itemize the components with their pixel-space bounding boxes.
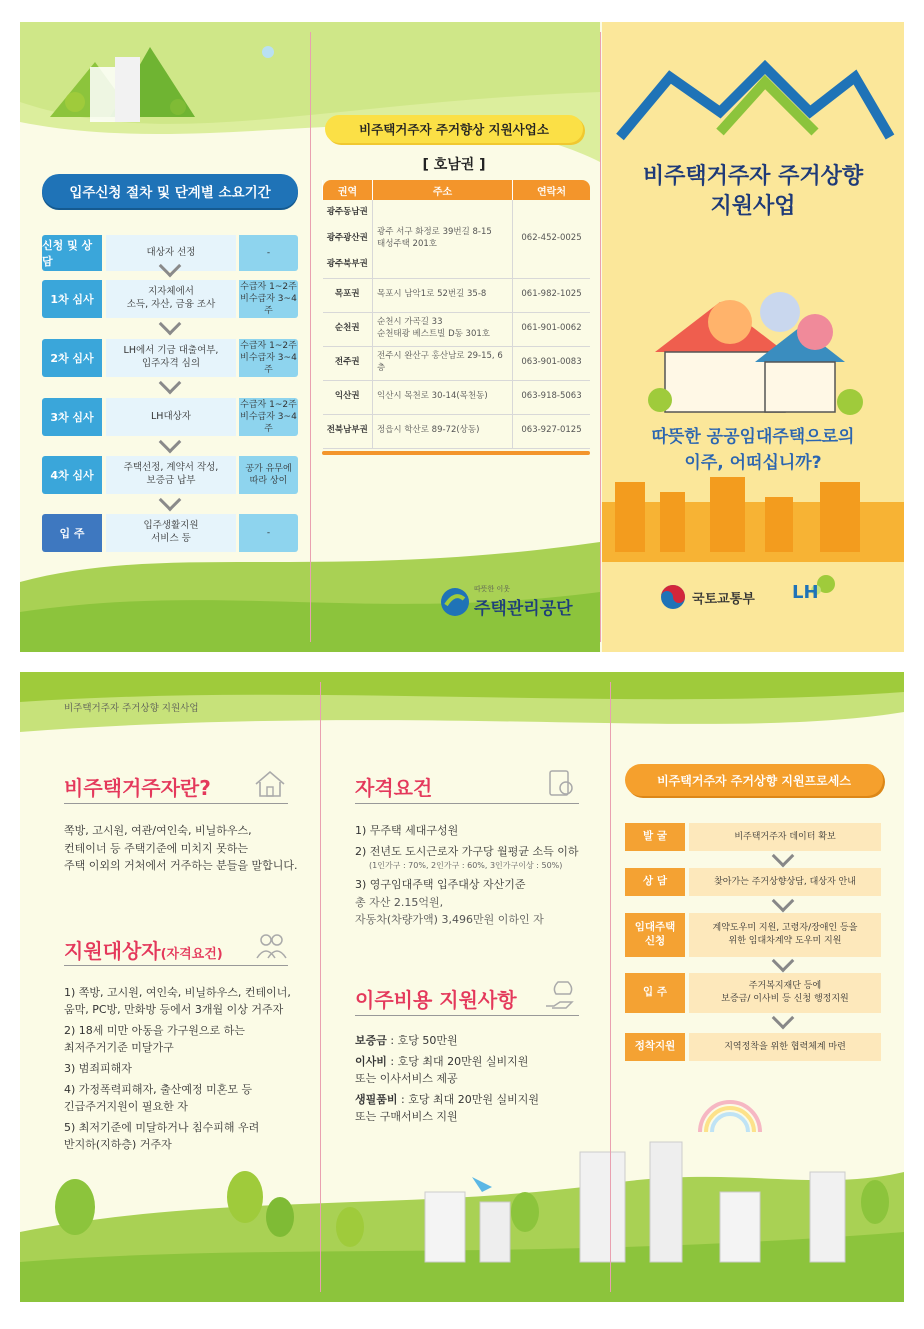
address-cell: 정읍시 학산로 89-72(상동) bbox=[373, 414, 513, 448]
table-row bbox=[323, 414, 591, 448]
org-logo-icon bbox=[440, 587, 470, 617]
step-label: 2차 심사 bbox=[42, 339, 102, 377]
step-duration: - bbox=[239, 235, 298, 271]
step-task: 대상자 선정 bbox=[106, 235, 236, 271]
fold-line bbox=[600, 32, 601, 642]
qual-list bbox=[355, 822, 607, 932]
section-divider bbox=[64, 965, 288, 966]
table-footer-bar bbox=[322, 451, 590, 455]
cover-title-line1: 비주택거주자 주거상향 bbox=[642, 164, 864, 189]
step-label: 신청 및 상담 bbox=[42, 235, 102, 271]
lh-logo bbox=[792, 582, 819, 603]
step-task: 입주생활지원 서비스 등 bbox=[106, 514, 236, 552]
fold-line bbox=[610, 682, 611, 1292]
document-search-icon bbox=[544, 768, 578, 800]
area-cell: 전북남부권 bbox=[323, 414, 373, 448]
phone-cell: 063-901-0083 bbox=[513, 346, 591, 380]
table-row bbox=[323, 380, 591, 414]
process-desc: 찾아가는 주거상향상담, 대상자 안내 bbox=[689, 868, 881, 896]
step-label: 3차 심사 bbox=[42, 398, 102, 436]
cover-slogan-line1: 따뜻한 공공임대주택으로의 bbox=[651, 427, 855, 447]
office-title: 비주택거주자 주거향상 지원사업소 bbox=[359, 122, 549, 137]
cover-title-line2: 지원사업 bbox=[710, 193, 796, 219]
office-title-banner bbox=[325, 115, 583, 143]
table-header: 주소 bbox=[373, 180, 513, 200]
list-item bbox=[355, 1032, 607, 1049]
list-item: 2) 18세 미만 아동을 가구원으로 하는 최저주거기준 미달가구 bbox=[64, 1024, 245, 1055]
move-key: 보증금 bbox=[355, 1034, 387, 1047]
table-header: 권역 bbox=[323, 180, 373, 200]
ministry-name: 국토교통부 bbox=[692, 591, 755, 607]
org-name: 주택관리공단 bbox=[474, 599, 573, 619]
org-logo bbox=[440, 584, 573, 619]
section-divider bbox=[64, 803, 288, 804]
move-list bbox=[355, 1032, 607, 1129]
process-row bbox=[625, 823, 881, 851]
move-value: : 호당 최대 20만원 실비지원 또는 구매서비스 지원 bbox=[355, 1093, 539, 1124]
address-cell: 광주 서구 화정로 39번길 8-15 태성주택 201호 bbox=[373, 200, 513, 278]
what-body: 쪽방, 고시원, 여관/여인숙, 비닐하우스, 컨테이너 등 주택기준에 미치지 못하는 주택 이외의 거처에서 거주하는 분들을 말합니다. bbox=[64, 824, 298, 873]
process-title: 비주택거주자 주거상향 지원프로세스 bbox=[657, 773, 851, 788]
process-row bbox=[625, 1033, 881, 1061]
procedure-title: 입주신청 절차 및 단계별 소요기간 bbox=[69, 185, 271, 201]
area-cell: 익산권 bbox=[323, 380, 373, 414]
list-item: 총 자산 2.15억원, 자동차(차량가액) 3,496만원 이하인 자 bbox=[355, 895, 544, 926]
step-duration: 수급자 1~2주 비수급자 3~4주 bbox=[240, 281, 297, 317]
office-table bbox=[322, 180, 590, 455]
brochure-outside bbox=[20, 22, 904, 652]
target-title-sub: (자격요건) bbox=[160, 947, 223, 962]
list-item-note: (1인가구 : 70%, 2인가구 : 60%, 3인가구이상 : 50%) bbox=[369, 861, 563, 871]
process-title-banner bbox=[625, 764, 883, 796]
area-cell: 광주북부권 bbox=[323, 252, 373, 278]
list-item: 4) 가정폭력피해자, 출산예정 미혼모 등 긴급주거지원이 필요한 자 bbox=[64, 1083, 253, 1114]
step-task: LH에서 기금 대출여부, 입주자격 심의 bbox=[106, 339, 236, 377]
taegeuk-icon bbox=[660, 584, 686, 610]
move-title: 이주비용 지원사항 bbox=[355, 988, 517, 1012]
phone-cell: 063-927-0125 bbox=[513, 414, 591, 448]
move-value: : 호당 50만원 bbox=[386, 1034, 458, 1047]
table-row bbox=[323, 346, 591, 380]
what-title: 비주택거주자란? bbox=[64, 776, 211, 800]
list-item: 2) 전년도 도시근로자 가구당 월평균 소득 이하 bbox=[355, 845, 579, 859]
step-task: 주택선정, 계약서 작성, 보증금 납부 bbox=[106, 456, 236, 494]
area-cell: 광주동남권 bbox=[326, 207, 368, 218]
target-list bbox=[64, 984, 318, 1157]
move-value: : 호당 최대 20만원 실비지원 또는 이사서비스 제공 bbox=[355, 1055, 529, 1086]
address-cell: 전주시 완산구 홍산남로 29-15, 6층 bbox=[373, 346, 513, 380]
area-cell: 목포권 bbox=[323, 278, 373, 312]
org-tagline: 따뜻한 이웃 bbox=[474, 585, 511, 593]
target-title-main: 지원대상자 bbox=[64, 939, 161, 963]
step-row bbox=[42, 514, 298, 552]
target-title bbox=[64, 935, 223, 964]
process-row bbox=[625, 973, 881, 1013]
step-label: 입 주 bbox=[42, 514, 102, 552]
list-item: 5) 최저기준에 미달하거나 침수피해 우려 반지하(지하층) 거주자 bbox=[64, 1121, 260, 1152]
step-duration: 수급자 1~2주 비수급자 3~4주 bbox=[240, 340, 297, 376]
step-label: 1차 심사 bbox=[42, 280, 102, 318]
step-duration: - bbox=[239, 514, 298, 552]
page2-header: 비주택거주자 주거상향 지원사업 bbox=[64, 703, 199, 714]
region-label: [ 호남권 ] bbox=[422, 157, 486, 173]
house-outline-icon bbox=[252, 768, 288, 800]
table-row bbox=[323, 312, 591, 346]
process-desc: 주거복지재단 등에 보증금/ 이사비 등 신청 행정지원 bbox=[689, 973, 881, 1013]
cover-slogan bbox=[602, 425, 904, 476]
process-label: 정착지원 bbox=[625, 1033, 685, 1061]
qual-title: 자격요건 bbox=[355, 776, 433, 800]
people-icon bbox=[254, 930, 288, 962]
section-divider bbox=[355, 803, 579, 804]
process-row bbox=[625, 868, 881, 896]
cover-slogan-line2: 이주, 어떠십니까? bbox=[684, 452, 822, 473]
ministry-logo bbox=[660, 584, 755, 610]
process-label: 입 주 bbox=[625, 973, 685, 1013]
fold-line bbox=[320, 682, 321, 1292]
lh-name: LH bbox=[792, 582, 819, 603]
area-cell: 광주광산권 bbox=[326, 233, 368, 244]
cover-title bbox=[602, 162, 904, 221]
process-label: 임대주택 신청 bbox=[625, 913, 685, 957]
list-item bbox=[355, 1053, 607, 1087]
list-item: 1) 쪽방, 고시원, 여인숙, 비닐하우스, 컨테이너, 움막, PC방, 만화방 등에서 3개월 이상 거주자 bbox=[64, 986, 291, 1017]
process-desc: 지역정착을 위한 협력체계 마련 bbox=[689, 1033, 881, 1061]
process-desc: 계약도우미 지원, 고령자/장애인 등을 위한 임대차계약 도우미 지원 bbox=[689, 913, 881, 957]
address-cell: 순천시 가곡길 33 순천태광 베스트빌 D동 301호 bbox=[373, 312, 513, 346]
step-duration: 공가 유무에 따라 상이 bbox=[239, 456, 298, 494]
process-label: 발 굴 bbox=[625, 823, 685, 851]
process-desc: 비주택거주자 데이터 확보 bbox=[689, 823, 881, 851]
step-label: 4차 심사 bbox=[42, 456, 102, 494]
address-cell: 목포시 남악1로 52번길 35-8 bbox=[373, 278, 513, 312]
list-item: 1) 무주택 세대구성원 bbox=[355, 824, 459, 837]
section-divider bbox=[355, 1015, 579, 1016]
phone-cell: 062-452-0025 bbox=[513, 200, 591, 278]
move-key: 생필품비 bbox=[355, 1093, 398, 1107]
list-item: 3) 영구임대주택 입주대상 자산기준 bbox=[355, 878, 526, 892]
step-task: 지자체에서 소득, 자산, 금융 조사 bbox=[106, 280, 236, 318]
table-row bbox=[323, 200, 591, 226]
phone-cell: 061-901-0062 bbox=[513, 312, 591, 346]
step-task: LH대상자 bbox=[106, 398, 236, 436]
table-header: 연락처 bbox=[513, 180, 591, 200]
area-cell: 순천권 bbox=[323, 312, 373, 346]
list-item: 3) 범죄피해자 bbox=[64, 1062, 132, 1076]
phone-cell: 061-982-1025 bbox=[513, 278, 591, 312]
address-cell: 익산시 목천로 30-14(목천동) bbox=[373, 380, 513, 414]
list-item bbox=[355, 1091, 607, 1125]
process-label: 상 담 bbox=[625, 868, 685, 896]
money-hand-icon bbox=[544, 978, 580, 1012]
process-row bbox=[625, 913, 881, 957]
move-key: 이사비 bbox=[355, 1055, 387, 1069]
fold-line bbox=[310, 32, 311, 642]
step-duration: 수급자 1~2주 비수급자 3~4주 bbox=[240, 399, 297, 435]
procedure-title-banner bbox=[42, 174, 298, 208]
phone-cell: 063-918-5063 bbox=[513, 380, 591, 414]
table-row bbox=[323, 278, 591, 312]
area-cell: 전주권 bbox=[323, 346, 373, 380]
